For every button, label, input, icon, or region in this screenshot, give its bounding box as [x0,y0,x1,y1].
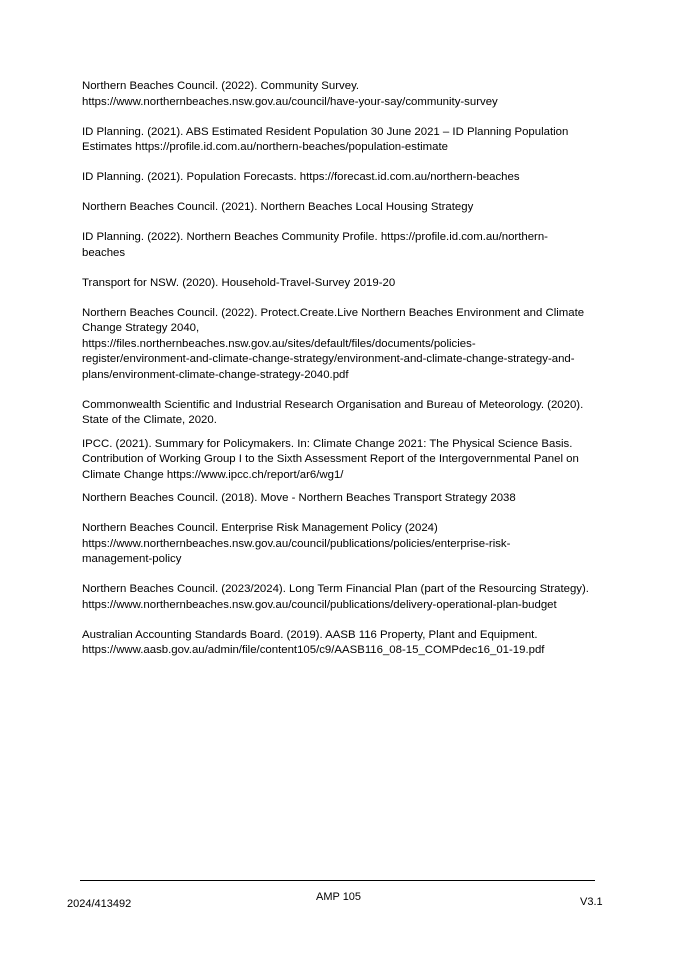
reference-item [82,230,602,261]
reference-line: State of the Climate, 2020. [82,414,217,426]
version-label: V3.1 [580,896,603,908]
reference-line: Australian Accounting Standards Board. (2019). AASB 116 Property, Plant and Equipment. [82,628,538,641]
reference-line: https://www.aasb.gov.au/admin/file/content105/c9/AASB116_08-15_COMPdec16_01-19.pdf [82,644,545,656]
reference-line: plans/environment-climate-change-strategy-2040.pdf [82,368,349,381]
reference-line: Climate Change https://www.ipcc.ch/report/ar6/wg1/ [82,468,344,481]
reference-line: Change Strategy 2040, [82,322,200,334]
document-number: 2024/413492 [67,898,132,910]
reference-item [82,628,602,659]
reference-item [82,582,602,613]
reference-line: ID Planning. (2022). Northern Beaches Community Profile. https://profile.id.com.au/northern- [82,231,548,243]
page-label: AMP 105 [316,891,362,903]
reference-list [82,79,602,673]
reference-item [82,306,602,384]
reference-item [82,491,602,507]
reference-line: Transport for NSW. (2020). Household-Travel-Survey 2019-20 [82,276,396,289]
reference-line: Northern Beaches Council. Enterprise Risk Management Policy (2024) [82,522,438,534]
reference-line: https://files.northernbeaches.nsw.gov.au/sites/default/files/documents/policies- [82,337,476,350]
reference-item [82,125,602,156]
reference-line: Estimates https://profile.id.com.au/northern-beaches/population-estimate [82,141,448,153]
reference-line: https://www.northernbeaches.nsw.gov.au/council/have-your-say/community-survey [82,95,498,108]
reference-line: ID Planning. (2021). ABS Estimated Resident Population 30 June 2021 – ID Planning Population [82,125,569,138]
reference-line: Contribution of Working Group I to the Sixth Assessment Report of the Intergovernmental Panel on [82,453,579,465]
reference-line: Northern Beaches Council. (2021). Northern Beaches Local Housing Strategy [82,201,474,213]
reference-line: management-policy [82,553,182,565]
reference-line: Northern Beaches Council. (2022). Protect.Create.Live Northern Beaches Environment and Climate [82,306,585,319]
reference-item [82,200,602,216]
reference-line: IPCC. (2021). Summary for Policymakers. In: Climate Change 2021: The Physical Science Basis. [82,437,573,450]
reference-line: https://www.northernbeaches.nsw.gov.au/council/publications/policies/enterprise-risk- [82,537,511,550]
reference-item [82,170,602,186]
reference-item [82,437,602,484]
reference-line: Northern Beaches Council. (2022). Community Survey. [82,80,360,92]
reference-item [82,521,602,568]
reference-line: https://www.northernbeaches.nsw.gov.au/council/publications/delivery-operational-plan-budget [82,598,557,611]
reference-item [82,398,602,429]
reference-line: Northern Beaches Council. (2023/2024). Long Term Financial Plan (part of the Resourcing Strategy). [82,583,589,595]
reference-line: beaches [82,246,126,259]
reference-line: Commonwealth Scientific and Industrial Research Organisation and Bureau of Meteorology. (2020). [82,398,584,411]
reference-item [82,79,602,110]
footer-divider [80,880,595,881]
reference-line: ID Planning. (2021). Population Forecasts. https://forecast.id.com.au/northern-beaches [82,171,520,183]
reference-item [82,276,602,292]
reference-line: register/environment-and-climate-change-strategy/environment-and-climate-change-strategy-and- [82,353,575,365]
reference-line: Northern Beaches Council. (2018). Move - Northern Beaches Transport Strategy 2038 [82,492,516,504]
